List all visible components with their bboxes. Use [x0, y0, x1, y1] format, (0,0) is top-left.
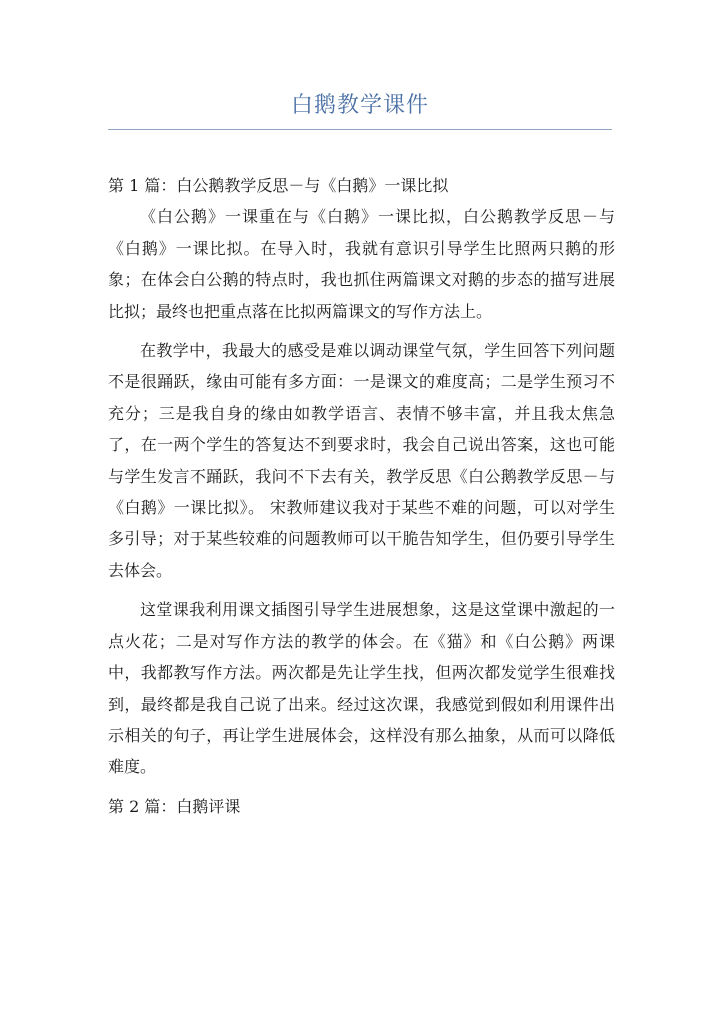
document-title: 白鹅教学课件: [290, 93, 429, 118]
section-heading-1: 第 1 篇：白公鹅教学反思－与《白鹅》一课比拟: [108, 176, 449, 195]
paragraph-3: 这堂课我利用课文插图引导学生进展想象，这是这堂课中激起的一点火花；二是对写作方法的教学的体会。在《猫》和《白公鹅》两课中，我都教写作方法。两次都是先让学生找，但两次都发觉学生很难找到，最终都是我自己说了出来。经过这次课，我感觉到假如利用课件出示相关的句子，再让学生进展体会，这样没有那么抽象，从而可以降低难度。: [108, 600, 615, 777]
paragraph-1: 《白公鹅》一课重在与《白鹅》一课比拟，白公鹅教学反思－与《白鹅》一课比拟。在导入时，我就有意识引导学生比照两只鹅的形象；在体会白公鹅的特点时，我也抓住两篇课文对鹅的步态的描写进展比拟；最终也把重点落在比拟两篇课文的写作方法上。: [108, 207, 615, 321]
title-divider: [108, 129, 612, 130]
section-heading-2: 第 2 篇：白鹅评课: [108, 796, 241, 816]
paragraph-2: 在教学中，我最大的感受是难以调动课堂气氛，学生回答下列问题不是很踊跃，缘由可能有多方面：一是课文的难度高；二是学生预习不充分；三是我自身的缘由如教学语言、表情不够丰富，并且我太焦急了，在一两个学生的答复达不到要求时，我会自己说出答案，这也可能与学生发言不踊跃，我问不下去有关，教学反思《白公鹅教学反思－与《白鹅》一课比拟》。 宋教师建议我对于某些不难的问题，可以对学生多引导；对于某些较难的问题教师可以干脆告知学生，但仍要引导学生去体会。: [108, 341, 615, 580]
document-body: [108, 170, 615, 822]
